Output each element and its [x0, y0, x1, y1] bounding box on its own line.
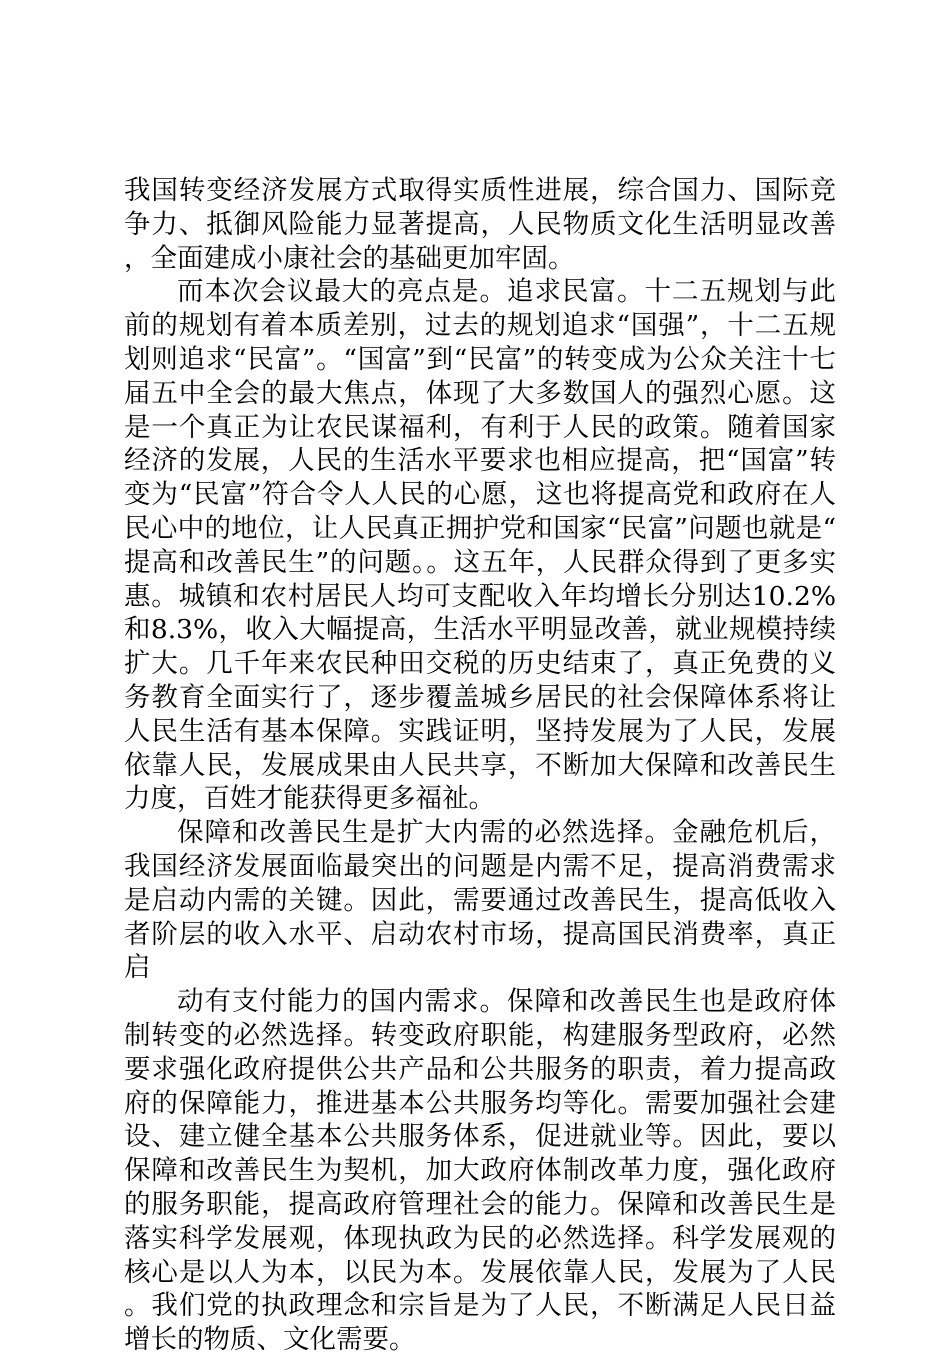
paragraph-3: 保障和改善民生是扩大内需的必然选择。金融危机后，我国经济发展面临最突出的问题是内需不足，提高消费需求是启动内需的关键。因此，需要通过改善民生，提高低收入者阶层的收入水平、启动农村市场，提高国民消费率，真正启	[124, 817, 836, 984]
paragraph-4: 动有支付能力的国内需求。保障和改善民生也是政府体制转变的必然选择。转变政府职能，构建服务型政府，必然要求强化政府提供公共产品和公共服务的职责，着力提高政府的保障能力，推进基本公共服务均等化。需要加强社会建设、建立健全基本公共服务体系，促进就业等。因此，要以保障和改善民生为契机，加大政府体制改革力度，强化政府的服务职能，提高政府管理社会的能力。保障和改善民生是落实科学发展观，体现执政为民的必然选择。科学发展观的核心是以人为本，以民为本。发展依靠人民，发展为了人民。我们党的执政理念和宗旨是为了人民，不断满足人民日益增长的物质、文化需要。	[124, 986, 836, 1356]
paragraph-1: 我国转变经济发展方式取得实质性进展，综合国力、国际竞争力、抵御风险能力显著提高，人民物质文化生活明显改善，全面建成小康社会的基础更加牢固。	[124, 175, 836, 274]
paragraph-2: 而本次会议最大的亮点是。追求民富。十二五规划与此前的规划有着本质差别，过去的规划追求“国强”，十二五规划则追求“民富”。“国富”到“民富”的转变成为公众关注十七届五中全会的最大焦点，体现了大多数国人的强烈心愿。这是一个真正为让农民谋福利，有利于人民的政策。随着国家经济的发展，人民的生活水平要求也相应提高，把“国富”转变为“民富”符合令人人民的心愿，这也将提高党和政府在人民心中的地位，让人民真正拥护党和国家“民富”问题也就是“提高和改善民生”的问题。。这五年，人民群众得到了更多实惠。城镇和农村居民人均可支配收入年均增长分别达10.2%和8.3%，收入大幅提高，生活水平明显改善，就业规模持续扩大。几千年来农民种田交税的历史结束了，真正免费的义务教育全面实行了，逐步覆盖城乡居民的社会保障体系将让人民生活有基本保障。实践证明，坚持发展为了人民，发展依靠人民，发展成果由人民共享，不断加大保障和改善民生力度，百姓才能获得更多福祉。	[124, 276, 836, 815]
document-body	[124, 174, 836, 1357]
